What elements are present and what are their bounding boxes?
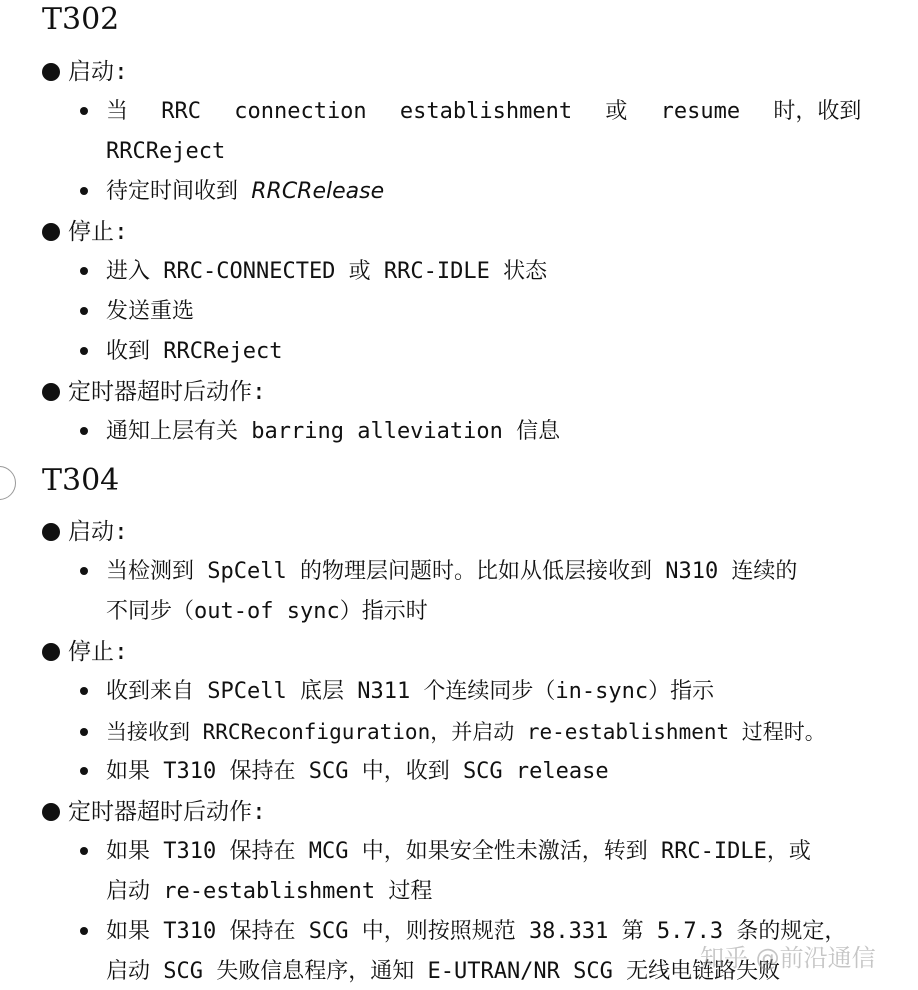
bullet-icon bbox=[42, 383, 60, 401]
small-bullet-icon bbox=[80, 847, 88, 855]
list-item-continuation: 启动 SCG 失败信息程序，通知 E-UTRAN/NR SCG 无线电链路失败 bbox=[106, 959, 781, 984]
list-item: 当检测到 SpCell 的物理层问题时。比如从低层接收到 N310 连续的 bbox=[80, 557, 797, 587]
t302-expiry-heading: 定时器超时后动作: bbox=[42, 377, 266, 407]
bullet-icon bbox=[42, 803, 60, 821]
bullet-icon bbox=[42, 643, 60, 661]
t302-start-heading: 启动: bbox=[42, 57, 128, 87]
watermark: 知乎 @前沿通信 bbox=[700, 944, 876, 972]
section-title-t304: T304 bbox=[42, 463, 120, 498]
bullet-icon bbox=[42, 523, 60, 541]
list-item: 当 RRC connection establishment 或 resume 时，收到 bbox=[80, 97, 861, 127]
small-bullet-icon bbox=[80, 567, 88, 575]
small-bullet-icon bbox=[80, 728, 88, 736]
list-item: 如果 T310 保持在 MCG 中，如果安全性未激活，转到 RRC-IDLE，或 bbox=[80, 837, 811, 867]
list-item: 当接收到 RRCReconfiguration，并启动 re-establishment 过程时。 bbox=[80, 717, 826, 747]
list-item-continuation: 不同步（out-of sync）指示时 bbox=[106, 599, 428, 624]
list-item: 发送重选 bbox=[80, 297, 194, 327]
small-bullet-icon bbox=[80, 307, 88, 315]
small-bullet-icon bbox=[80, 687, 88, 695]
t302-stop-heading: 停止: bbox=[42, 217, 128, 247]
small-bullet-icon bbox=[80, 107, 88, 115]
small-bullet-icon bbox=[80, 267, 88, 275]
section-title-t302: T302 bbox=[42, 2, 120, 37]
list-item: 收到来自 SPCell 底层 N311 个连续同步（in-sync）指示 bbox=[80, 677, 714, 707]
small-bullet-icon bbox=[80, 927, 88, 935]
list-item: 如果 T310 保持在 SCG 中，收到 SCG release bbox=[80, 757, 609, 787]
t304-stop-heading: 停止: bbox=[42, 637, 128, 667]
list-item: 进入 RRC-CONNECTED 或 RRC-IDLE 状态 bbox=[80, 257, 547, 287]
small-bullet-icon bbox=[80, 347, 88, 355]
t304-start-heading: 启动: bbox=[42, 517, 128, 547]
small-bullet-icon bbox=[80, 427, 88, 435]
list-item-continuation: 启动 re-establishment 过程 bbox=[106, 879, 433, 904]
small-bullet-icon bbox=[80, 187, 88, 195]
circle-icon bbox=[0, 466, 16, 500]
bullet-icon bbox=[42, 223, 60, 241]
t304-expiry-heading: 定时器超时后动作: bbox=[42, 797, 266, 827]
list-item: 通知上层有关 barring alleviation 信息 bbox=[80, 417, 560, 447]
list-item-continuation: RRCReject bbox=[106, 139, 226, 164]
list-item: 收到 RRCReject bbox=[80, 337, 282, 367]
list-item: 待定时间收到 RRCRelease bbox=[80, 177, 384, 207]
bullet-icon bbox=[42, 63, 60, 81]
small-bullet-icon bbox=[80, 767, 88, 775]
list-item: 如果 T310 保持在 SCG 中，则按照规范 38.331 第 5.7.3 条的规定， bbox=[80, 917, 846, 947]
